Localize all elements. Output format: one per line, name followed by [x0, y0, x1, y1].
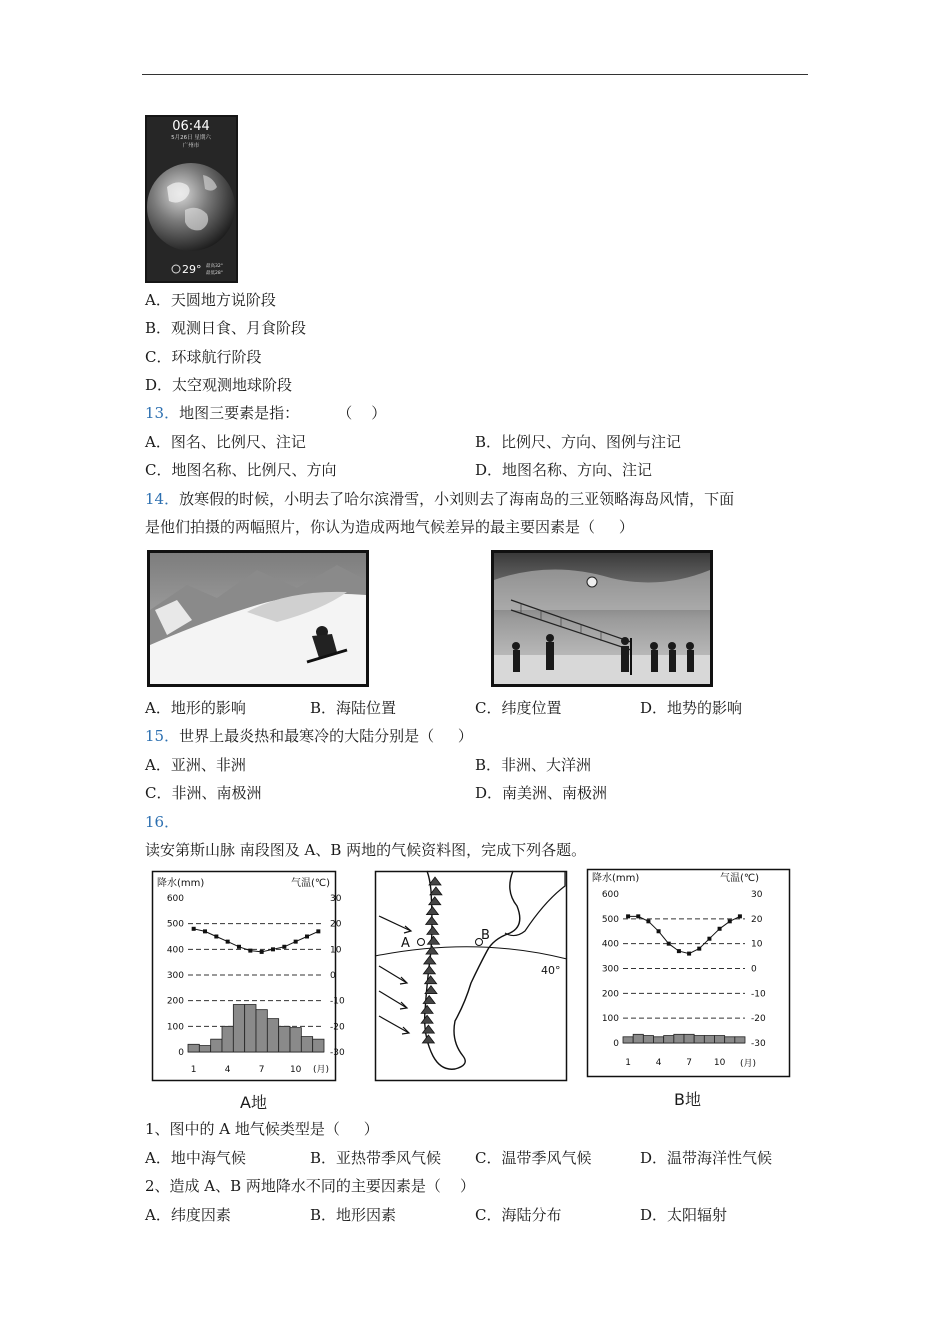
- q15-number: 15．: [145, 727, 180, 745]
- chartB-temp-point: [738, 914, 742, 918]
- chartA-temp-point: [271, 947, 275, 951]
- chartB-x-tick: 1: [625, 1058, 631, 1068]
- chartA-precip-bar: [245, 1005, 256, 1052]
- q14-stem-line2: 是他们拍摄的两幅照片，你认为造成两地气候差异的最主要因素是（ ）: [145, 518, 634, 536]
- chartA-temp-point: [237, 945, 241, 949]
- chartA-left-tick: 0: [178, 1048, 184, 1058]
- beach-volleyball-photo: [491, 550, 713, 687]
- chart-b-ylabel-right: 气温(℃): [719, 873, 759, 884]
- chartB-x-tick: 7: [686, 1058, 692, 1068]
- q14-option-c: C．纬度位置: [475, 699, 562, 717]
- q14-option-a: A．地形的影响: [145, 699, 246, 717]
- q15-option-a: A．亚洲、非洲: [145, 756, 246, 774]
- chartA-x-tick: 10: [289, 1065, 302, 1075]
- chartB-temp-point: [707, 937, 711, 941]
- q16-number: 16．: [145, 813, 180, 831]
- q13-option-c: C．地图名称、比例尺、方向: [145, 461, 337, 479]
- chartB-left-tick: 400: [601, 939, 619, 950]
- q12-option-b: B．观测日食、月食阶段: [145, 319, 307, 337]
- chartB-precip-bar: [623, 1037, 633, 1043]
- chartB-x-tick: 10: [713, 1058, 726, 1068]
- chart-a-caption: A地: [240, 1093, 267, 1112]
- chartA-precip-bar: [313, 1039, 324, 1052]
- chartB-right-tick: 10: [751, 939, 763, 950]
- chartA-right-tick: 20: [330, 919, 342, 930]
- chartA-x-tick: 1: [190, 1065, 197, 1075]
- chartB-right-tick: 0: [751, 964, 757, 975]
- chartB-precip-bar: [684, 1034, 694, 1043]
- earth-graphic: [147, 163, 235, 251]
- phone-screenshot-image: [145, 115, 238, 283]
- chartB-temp-point: [677, 949, 681, 953]
- q16-sub2-option-c: C．海陆分布: [475, 1206, 562, 1224]
- chartA-temp-point: [282, 945, 286, 949]
- q13-text: 地图三要素是指： （ ）: [179, 404, 387, 422]
- q16-sub2-option-a: A．纬度因素: [145, 1206, 231, 1224]
- q16-sub1-stem: 1、图中的 A 地气候类型是（ ）: [145, 1120, 379, 1138]
- phone-date: 5月26日 星期六: [171, 135, 211, 141]
- q16-intro: 读安第斯山脉 南段图及 A、B 两地的气候资料图，完成下列各题。: [145, 841, 587, 859]
- chartA-precip-bar: [256, 1010, 267, 1052]
- phone-temp: 29°: [182, 263, 202, 276]
- chartA-left-tick: 100: [166, 1022, 184, 1033]
- chartA-right-tick: -30: [330, 1048, 345, 1058]
- chartB-precip-bar: [633, 1034, 643, 1043]
- chartA-right-tick: -20: [330, 1022, 345, 1033]
- chart-a-ylabel-right: 气温(℃): [290, 878, 330, 889]
- chartA-precip-bar: [199, 1046, 210, 1052]
- chartA-left-tick: 600: [166, 894, 184, 904]
- q15-text: 世界上最炎热和最寒冷的大陆分别是（ ）: [179, 727, 473, 745]
- chartA-left-tick: 200: [166, 996, 184, 1007]
- chartA-x-tick: 7: [258, 1065, 265, 1075]
- chartA-temp-point: [294, 940, 298, 944]
- chartB-precip-bar: [654, 1037, 664, 1043]
- q12-option-a: A．天圆地方说阶段: [145, 291, 276, 309]
- header-rule: [142, 74, 808, 75]
- map-latitude-label: 40°: [541, 964, 561, 977]
- phone-city: 广州市: [182, 143, 200, 149]
- chartB-left-tick: 300: [601, 964, 619, 975]
- chartA-left-tick: 500: [166, 919, 184, 930]
- chartB-precip-bar: [715, 1036, 725, 1043]
- q13-stem: [145, 403, 386, 423]
- q12-option-d: D．太空观测地球阶段: [145, 376, 293, 394]
- chartA-precip-bar: [290, 1028, 301, 1052]
- chartB-left-tick: 200: [601, 989, 619, 1000]
- chartB-right-tick: -20: [751, 1014, 766, 1025]
- chartB-precip-bar: [674, 1034, 684, 1043]
- chartB-temp-point: [667, 942, 671, 946]
- andes-map: [375, 871, 567, 1081]
- chartA-left-tick: 300: [166, 971, 184, 981]
- q13-number: 13．: [145, 404, 180, 422]
- chartB-temp-point: [646, 919, 650, 923]
- map-label-b: B: [481, 928, 490, 943]
- q15-stem: [145, 726, 473, 746]
- chartA-temp-point: [305, 935, 309, 939]
- chartA-temp-point: [316, 929, 320, 933]
- chartB-precip-bar: [725, 1037, 735, 1043]
- chartB-temp-point: [636, 914, 640, 918]
- q16-sub1-option-c: C．温带季风气候: [475, 1149, 592, 1167]
- phone-hi: 最高32°: [206, 264, 223, 269]
- q14-stem-line1: [145, 489, 734, 509]
- q14-option-d: D．地势的影响: [640, 699, 743, 717]
- q14-text-1: 放寒假的时候，小明去了哈尔滨滑雪，小刘则去了海南岛的三亚领略海岛风情，下面: [179, 490, 735, 508]
- climate-chart-b: [587, 869, 790, 1077]
- map-label-a: A: [401, 936, 410, 951]
- chartA-precip-bar: [233, 1005, 244, 1052]
- chartA-precip-bar: [211, 1039, 222, 1052]
- chartA-precip-bar: [188, 1044, 199, 1052]
- chart-b-xlabel: (月): [740, 1059, 757, 1069]
- chart-a-xlabel: (月): [313, 1065, 330, 1075]
- q12-option-c: C．环球航行阶段: [145, 348, 262, 366]
- chartA-precip-bar: [301, 1037, 312, 1052]
- chartB-right-tick: 30: [751, 890, 763, 900]
- chartB-x-tick: 4: [655, 1058, 662, 1068]
- chartA-right-tick: 30: [330, 894, 342, 904]
- q13-option-d: D．地图名称、方向、注记: [475, 461, 653, 479]
- q16-sub1-option-b: B．亚热带季风气候: [310, 1149, 442, 1167]
- chartA-left-tick: 400: [166, 945, 184, 956]
- chartB-temp-point: [718, 927, 722, 931]
- chartB-precip-bar: [735, 1037, 745, 1043]
- chartB-temp-point: [657, 929, 661, 933]
- chartA-precip-bar: [279, 1026, 290, 1052]
- chartA-right-tick: 10: [330, 945, 342, 956]
- climate-chart-a: [152, 871, 345, 1081]
- chartB-right-tick: 20: [751, 914, 763, 925]
- chartB-left-tick: 600: [601, 890, 619, 900]
- chartB-left-tick: 0: [613, 1039, 619, 1049]
- chartB-left-tick: 100: [601, 1014, 619, 1025]
- chartA-x-tick: 4: [224, 1065, 231, 1075]
- chartA-temp-point: [226, 940, 230, 944]
- q13-option-b: B．比例尺、方向、图例与注记: [475, 433, 682, 451]
- q15-option-c: C．非洲、南极洲: [145, 784, 262, 802]
- chartA-precip-bar: [267, 1019, 278, 1052]
- chartA-temp-point: [203, 929, 207, 933]
- chartB-temp-point: [697, 947, 701, 951]
- chartA-temp-point: [192, 927, 196, 931]
- chartA-temp-point: [260, 950, 264, 954]
- chartB-precip-bar: [664, 1036, 674, 1043]
- phone-lo: 最低28°: [206, 271, 223, 276]
- q13-option-a: A．图名、比例尺、注记: [145, 433, 306, 451]
- q15-option-d: D．南美洲、南极洲: [475, 784, 608, 802]
- q16-sub2-option-b: B．地形因素: [310, 1206, 397, 1224]
- q16-sub1-option-a: A．地中海气候: [145, 1149, 246, 1167]
- chart-b-caption: B地: [674, 1090, 701, 1109]
- chart-b-ylabel-left: 降水(mm): [592, 873, 640, 884]
- q14-number: 14．: [145, 490, 180, 508]
- chartA-temp-point: [248, 949, 252, 953]
- chartA-right-tick: -10: [330, 996, 345, 1007]
- chartB-precip-bar: [643, 1036, 653, 1043]
- chartA-precip-bar: [222, 1026, 233, 1052]
- chartB-temp-point: [687, 952, 691, 956]
- chartB-precip-bar: [704, 1036, 714, 1043]
- chartB-left-tick: 500: [601, 914, 619, 925]
- chartB-right-tick: -30: [751, 1039, 766, 1049]
- q16-sub2-option-d: D．太阳辐射: [640, 1206, 728, 1224]
- q15-option-b: B．非洲、大洋洲: [475, 756, 592, 774]
- phone-time: 06:44: [172, 119, 210, 134]
- q14-option-b: B．海陆位置: [310, 699, 397, 717]
- chart-a-ylabel-left: 降水(mm): [157, 878, 205, 889]
- chartB-temp-point: [728, 919, 732, 923]
- q16-sub2-stem: 2、造成 A、B 两地降水不同的主要因素是（ ）: [145, 1177, 476, 1195]
- chartA-temp-point: [214, 935, 218, 939]
- q16-sub1-option-d: D．温带海洋性气候: [640, 1149, 773, 1167]
- chartA-right-tick: 0: [330, 971, 336, 981]
- chartB-right-tick: -10: [751, 989, 766, 1000]
- chartB-temp-point: [626, 914, 630, 918]
- ski-photo: [147, 550, 369, 687]
- chartB-precip-bar: [694, 1036, 704, 1043]
